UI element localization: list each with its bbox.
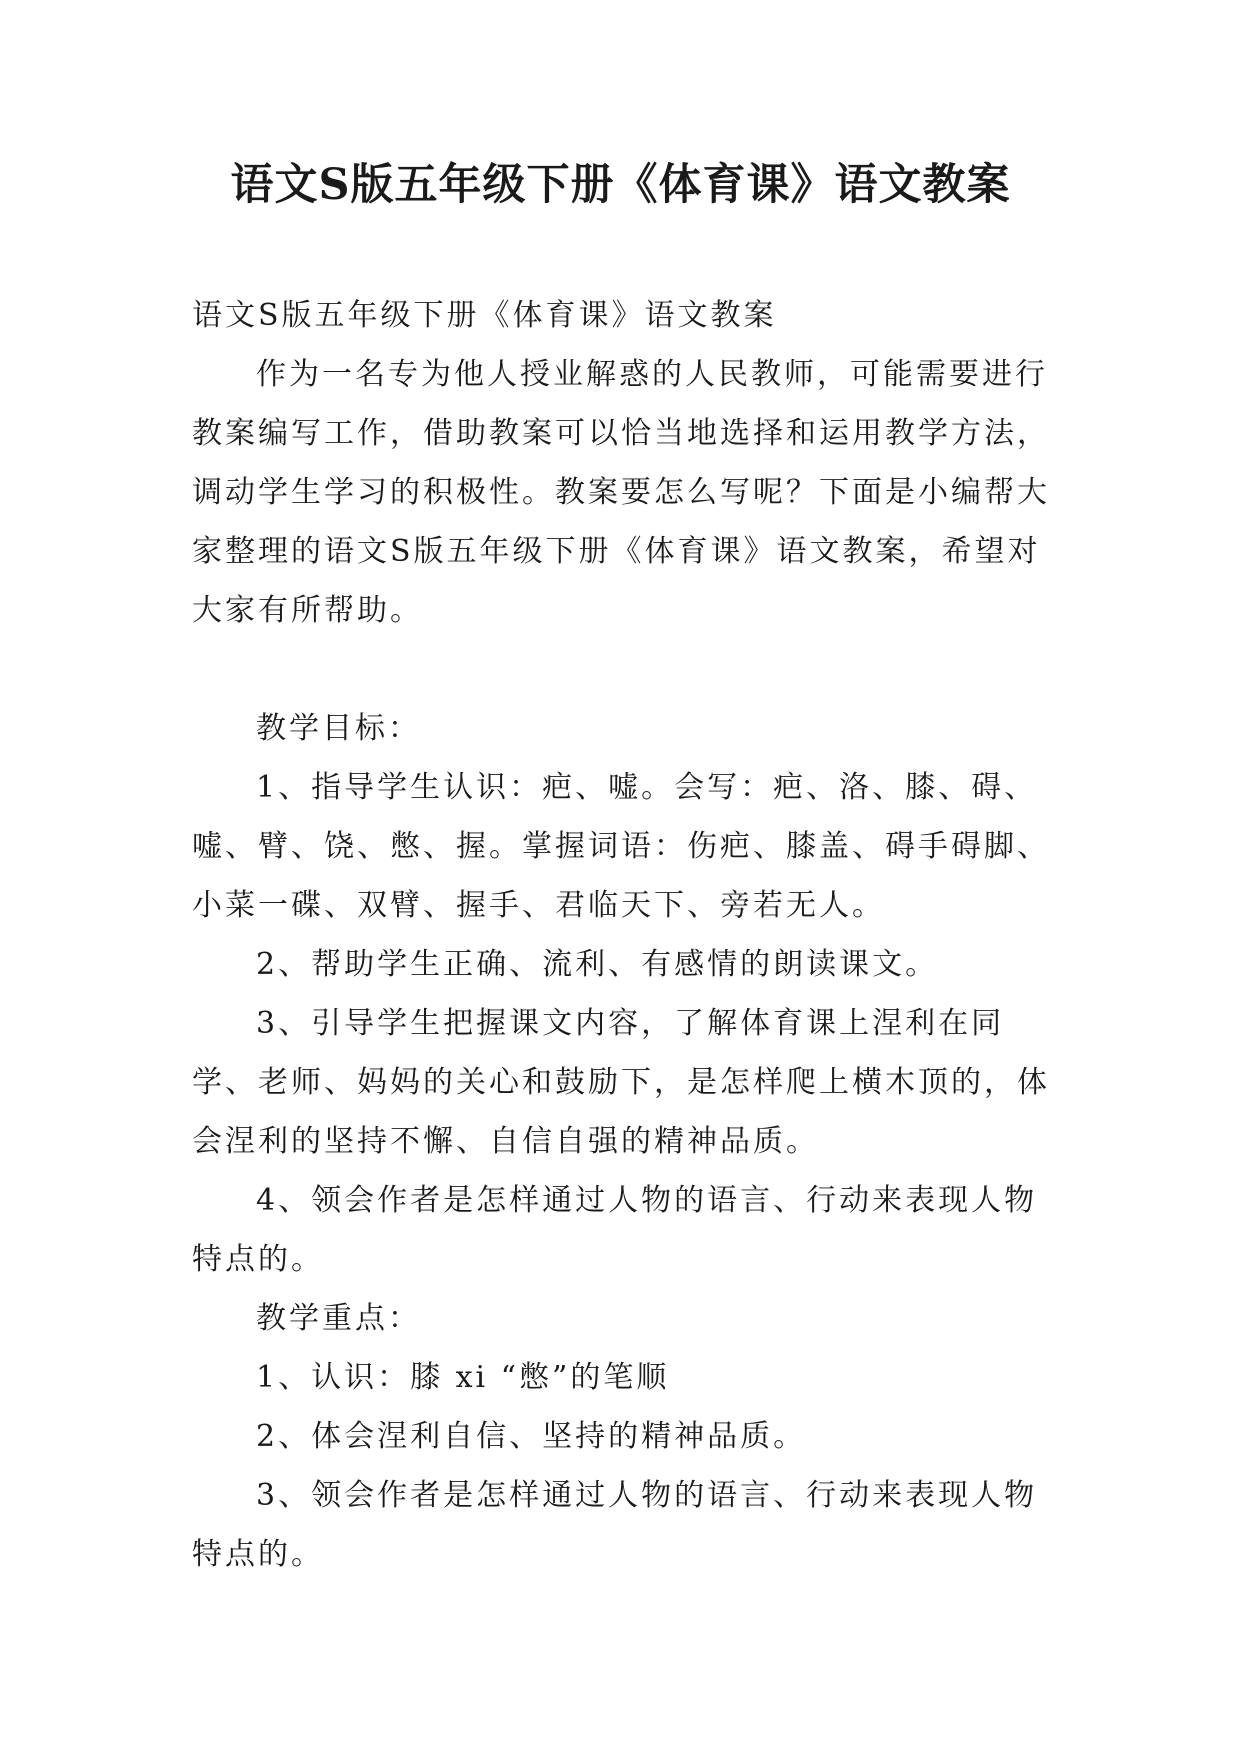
document-body (192, 286, 1052, 1584)
paragraph-gap (192, 640, 1052, 699)
document-title: 语文S版五年级下册《体育课》语文教案 (230, 160, 1011, 210)
goal-item: 1、指导学生认识：疤、嘘。会写：疤、洛、膝、碍、嘘、臂、饶、憋、握。掌握词语：伤疤、膝盖、碍手碍脚、小菜一碟、双臂、握手、君临天下、旁若无人。 (192, 770, 1050, 923)
goal-item: 4、领会作者是怎样通过人物的语言、行动来表现人物特点的。 (192, 1183, 1038, 1277)
key-point-item: 2、体会涅利自信、坚持的精神品质。 (256, 1419, 807, 1454)
intro-paragraph: 作为一名专为他人授业解惑的人民教师，可能需要进行教案编写工作，借助教案可以恰当地选择和运用教学方法，调动学生学习的积极性。教案要怎么写呢？下面是小编帮大家整理的语文S版五年级下册《体育课》语文教案，希望对大家有所帮助。 (192, 357, 1050, 628)
key-points-heading: 教学重点： (256, 1301, 421, 1336)
goal-item: 2、帮助学生正确、流利、有感情的朗读课文。 (256, 947, 939, 982)
key-point-item: 3、领会作者是怎样通过人物的语言、行动来表现人物特点的。 (192, 1478, 1038, 1572)
key-point-item: 1、认识：膝 xi “憋”的笔顺 (256, 1360, 670, 1395)
document-subtitle: 语文S版五年级下册《体育课》语文教案 (192, 298, 777, 333)
goals-heading: 教学目标： (256, 711, 421, 746)
goal-item: 3、引导学生把握课文内容，了解体育课上涅利在同学、老师、妈妈的关心和鼓励下，是怎样爬上横木顶的，体会涅利的坚持不懈、自信自强的精神品质。 (192, 1006, 1050, 1159)
